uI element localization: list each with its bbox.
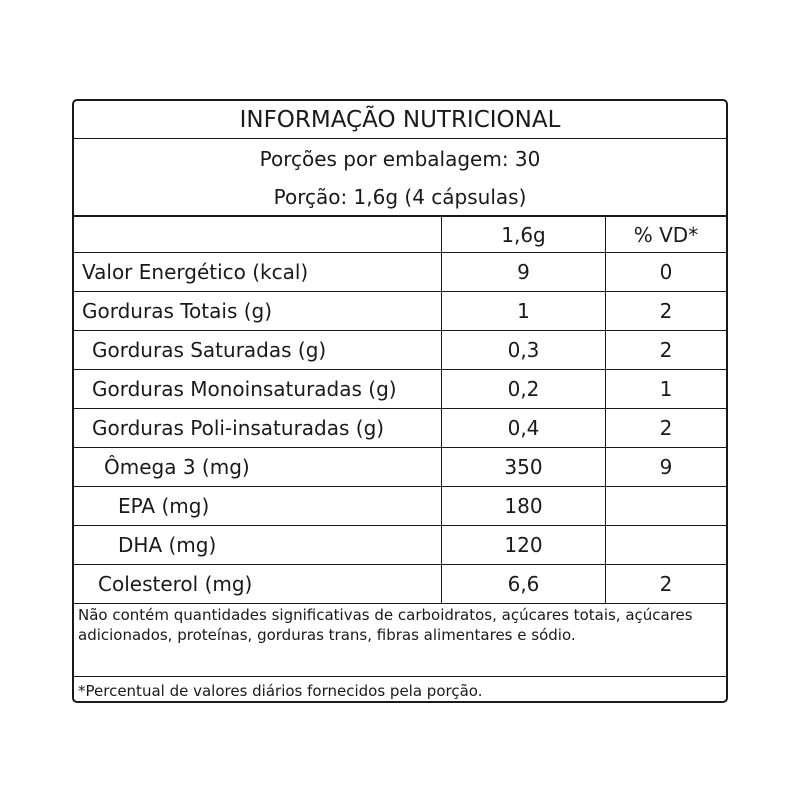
nutrient-amount: 0,4 xyxy=(442,409,606,447)
footnote-daily-values: *Percentual de valores diários fornecidos pela porção. xyxy=(78,682,483,700)
nutrition-facts-label xyxy=(72,99,728,703)
nutrition-table xyxy=(74,215,726,604)
servings-per-package: Porções por embalagem: 30 xyxy=(259,147,541,171)
nutrient-amount: 120 xyxy=(442,526,606,564)
nutrient-amount: 350 xyxy=(442,448,606,486)
nutrient-vd: 2 xyxy=(659,416,673,440)
table-row xyxy=(74,370,726,409)
table-row xyxy=(74,292,726,331)
nutrient-name: Gorduras Saturadas (g) xyxy=(74,331,442,369)
nutrient-amount: 1 xyxy=(442,292,606,330)
nutrient-vd: 2 xyxy=(659,299,673,323)
footnote-not-significant: Não contém quantidades significativas de carboidratos, açúcares totais, açúcares adicionados, proteínas, gorduras trans, fibras alimentares e sódio. xyxy=(74,601,726,677)
nutrient-name: Colesterol (mg) xyxy=(74,565,442,603)
table-row xyxy=(74,448,726,487)
nutrient-name: Gorduras Totais (g) xyxy=(74,292,442,330)
table-row xyxy=(74,409,726,448)
header-nutrient xyxy=(74,217,442,252)
nutrient-vd xyxy=(606,487,726,525)
table-row xyxy=(74,331,726,370)
serving-size: Porção: 1,6g (4 cápsulas) xyxy=(273,185,527,209)
table-header-row xyxy=(74,217,726,253)
table-row xyxy=(74,565,726,604)
nutrient-vd: 0 xyxy=(659,260,673,284)
table-row xyxy=(74,526,726,565)
nutrient-name: Gorduras Poli-insaturadas (g) xyxy=(74,409,442,447)
nutrient-amount: 9 xyxy=(442,253,606,291)
nutrient-amount: 0,3 xyxy=(442,331,606,369)
nutrient-name: Gorduras Monoinsaturadas (g) xyxy=(74,370,442,408)
nutrient-vd: 1 xyxy=(659,377,673,401)
nutrient-name: EPA (mg) xyxy=(74,487,442,525)
nutrient-name: DHA (mg) xyxy=(74,526,442,564)
table-row xyxy=(74,487,726,526)
nutrient-vd: 2 xyxy=(659,338,673,362)
nutrient-amount: 180 xyxy=(442,487,606,525)
header-vd: % VD* xyxy=(633,222,699,247)
nutrient-name: Valor Energético (kcal) xyxy=(74,253,442,291)
nutrient-amount: 0,2 xyxy=(442,370,606,408)
nutrient-vd: 2 xyxy=(659,572,673,596)
nutrient-name: Ômega 3 (mg) xyxy=(74,448,442,486)
nutrient-amount: 6,6 xyxy=(442,565,606,603)
nutrient-vd xyxy=(606,526,726,564)
label-title: INFORMAÇÃO NUTRICIONAL xyxy=(74,101,726,139)
table-row xyxy=(74,253,726,292)
nutrient-vd: 9 xyxy=(659,455,673,479)
header-amount: 1,6g xyxy=(442,217,606,252)
